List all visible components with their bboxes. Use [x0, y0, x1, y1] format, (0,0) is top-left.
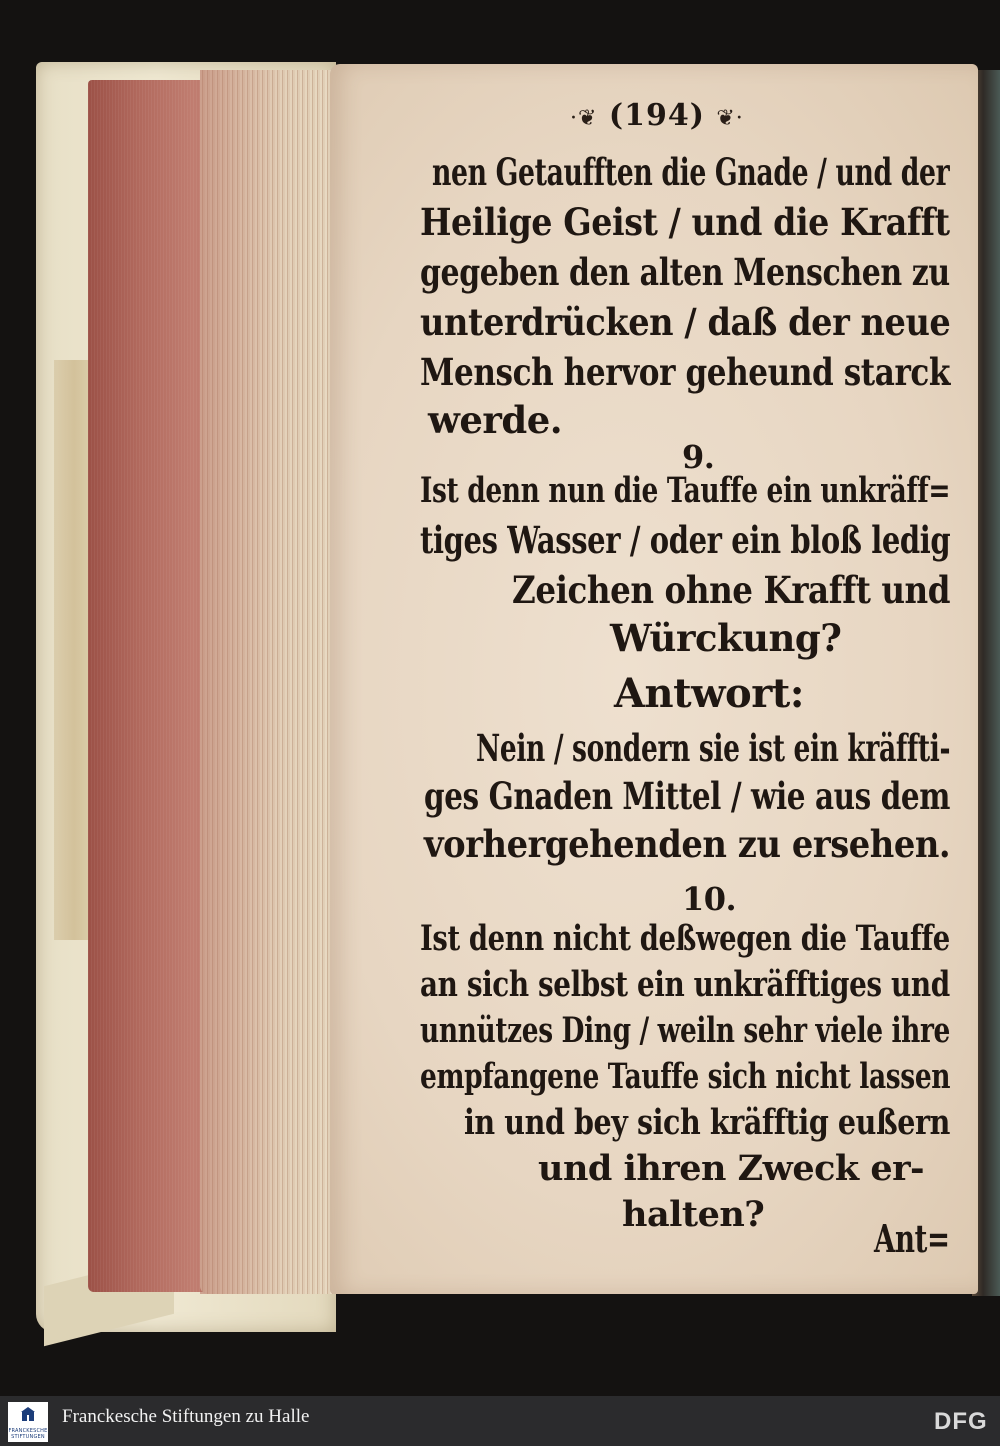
text-line: in und bey sich kräfftig eußern — [464, 1102, 950, 1143]
text-line: an sich selbst ein unkräfftiges und — [420, 964, 950, 1005]
text-line: vorhergehenden zu ersehen. — [424, 822, 951, 866]
text-line: unnützes Ding / weiln sehr viele ihre — [420, 1010, 950, 1051]
text-line: Ist denn nun die Tauffe ein unkräff= — [420, 470, 951, 511]
page-text — [420, 98, 960, 1261]
left-ornament: ·❦ — [570, 106, 598, 131]
question-number: 10. — [682, 880, 737, 918]
text-line: ges Gnaden Mittel / wie aus dem — [424, 774, 951, 818]
text-line: unterdrücken / daß der neue — [420, 300, 951, 344]
text-line: nen Getaufften die Gnade / und der — [432, 150, 950, 194]
building-icon — [20, 1406, 36, 1422]
question-number: 9. — [682, 438, 715, 476]
text-line: werde. — [428, 398, 563, 442]
text-line: Heilige Geist / und die Krafft — [420, 200, 950, 244]
catchword: Ant= — [874, 1216, 950, 1261]
institution-name[interactable]: Franckesche Stiftungen zu Halle — [62, 1406, 310, 1427]
text-line: gegeben den alten Menschen zu — [420, 250, 950, 294]
text-line: und ihren Zweck er- — [538, 1148, 925, 1189]
text-line: halten? — [622, 1194, 765, 1235]
dfg-logo[interactable] — [934, 1406, 990, 1434]
text-line: empfangene Tauffe sich nicht lassen — [420, 1056, 951, 1097]
answer-heading: Antwort: — [614, 670, 805, 717]
franckesche-logo[interactable] — [8, 1402, 48, 1442]
text-line: Nein / sondern sie ist ein kräffti- — [476, 726, 951, 770]
text-line: Ist denn nicht deßwegen die Tauffe — [420, 918, 950, 959]
right-ornament: ❦· — [716, 106, 744, 131]
footer-bar — [0, 1396, 1000, 1446]
page-stack-tint — [200, 70, 340, 1294]
dfg-logo-text: DFG — [934, 1408, 988, 1434]
text-line: Zeichen ohne Krafft und — [512, 568, 951, 612]
running-head — [570, 98, 744, 133]
text-line: Würckung? — [610, 616, 842, 660]
text-line: Mensch hervor geheund starck — [420, 350, 951, 394]
logo-text: FRANCKESCHE STIFTUNGEN — [8, 1428, 48, 1440]
text-line: tiges Wasser / oder ein bloß ledig — [420, 518, 951, 562]
page-number: (194) — [608, 98, 705, 133]
